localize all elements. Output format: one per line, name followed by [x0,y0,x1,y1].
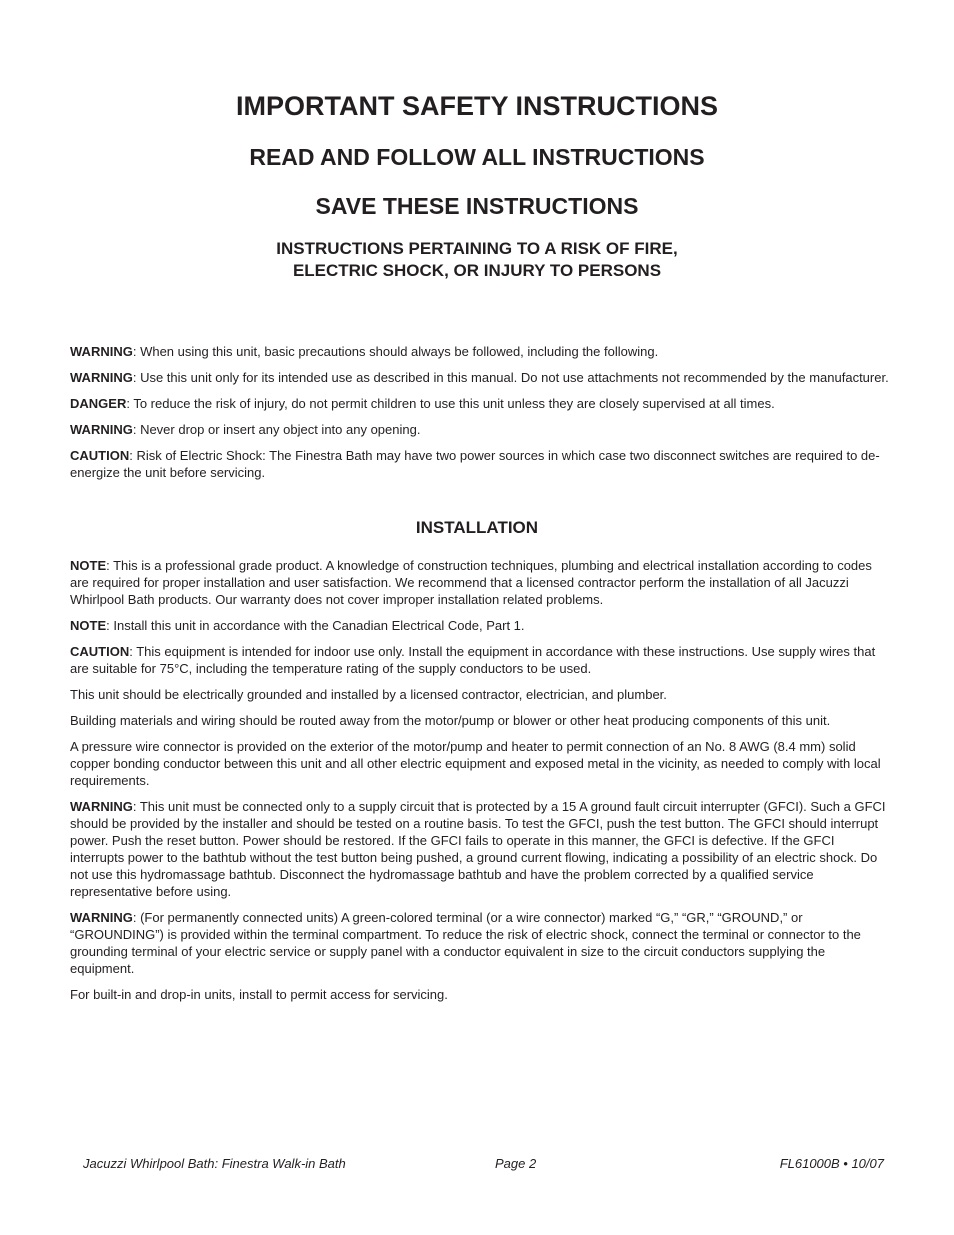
note-text: : This is a professional grade product. A knowledge of construction techniques, plumbing and electrical installation according to codes are required for proper installation and user satisfaction. We recommend that a licensed contractor perform the installation of all Jacuzzi Whirlpool Bath products. Our warranty does not cover improper installation related problems. [70,558,872,607]
note-label: NOTE [70,618,107,633]
bonding-paragraph [70,738,892,789]
warning-text: : Use this unit only for its intended use as described in this manual. Do not use attachments not recommended by the manufacturer. [132,370,889,385]
warnings-section [70,343,892,490]
warning-text: : When using this unit, basic precautions should always be followed, including the following. [132,344,659,359]
footer-page-number: Page 2 [495,1156,537,1171]
warning-text: : (For permanently connected units) A green-colored terminal (or a wire connector) marked “G,” “GR,” “GROUND,” or “GROUNDING”) is provided within the terminal compartment. To reduce the risk of electric shock, connect the terminal or connector to the grounding terminal of your electric service or supply panel with a conductor equivalent in size to the circuit conductors supplying the equipment. [70,910,861,976]
gfci-warning-paragraph [70,798,892,900]
warning-text: : This unit must be connected only to a supply circuit that is protected by a 15 A ground fault circuit interrupter (GFCI). Such a GFCI should be provided by the installer and should be tested on a routine basis. To test the GFCI, push the test button. The GFCI should interrupt power. Push the reset button. Power should be restored. If the GFCI fails to operate in this manner, the GFCI is defective. If the GFCI interrupts power to the bathtub without the test button being pushed, a ground current flowing, indicating a possibility of an electric shock. Do not use this hydromassage bathtub. Disconnect the hydromassage bathtub and have the problem corrected by a qualified service representative before using. [70,799,886,899]
risk-heading [0,238,954,282]
caution-paragraph [70,643,892,677]
caution-label: CAUTION [70,448,130,463]
warning-text: : Never drop or insert any object into any opening. [132,422,421,437]
paragraph-text: For built-in and drop-in units, install to permit access for servicing. [70,987,448,1002]
caution-label: CAUTION [70,644,130,659]
risk-heading-line-1: INSTRUCTIONS PERTAINING TO A RISK OF FIRE, [276,239,678,258]
note-label: NOTE [70,558,107,573]
paragraph-text: This unit should be electrically grounded and installed by a licensed contractor, electrician, and plumber. [70,687,667,702]
servicing-paragraph [70,986,892,1003]
page-title: IMPORTANT SAFETY INSTRUCTIONS [235,91,718,121]
installation-section [70,557,892,1012]
paragraph-text: A pressure wire connector is provided on the exterior of the motor/pump and heater to permit connection of an No. 8 AWG (8.4 mm) solid copper bonding conductor between this unit and all other electric equipment and exposed metal in the vicinity, as needed to comply with local requirements. [70,739,881,788]
routing-paragraph [70,712,892,729]
warning-label: WARNING [70,799,133,814]
danger-label: DANGER [70,396,127,411]
installation-heading: INSTALLATION [415,518,539,537]
grounding-paragraph [70,686,892,703]
note-text: : Install this unit in accordance with the Canadian Electrical Code, Part 1. [106,618,525,633]
note-paragraph [70,557,892,608]
warning-label: WARNING [70,344,133,359]
warning-paragraph [70,421,892,438]
save-instructions-heading: SAVE THESE INSTRUCTIONS [315,193,639,219]
warning-label: WARNING [70,370,133,385]
caution-paragraph [70,447,892,481]
caution-text: : Risk of Electric Shock: The Finestra Bath may have two power sources in which case two disconnect switches are required to de-energize the unit before servicing. [70,448,880,480]
note-paragraph [70,617,892,634]
warning-paragraph [70,369,892,386]
paragraph-text: Building materials and wiring should be routed away from the motor/pump or blower or other heat producing components of this unit. [70,713,831,728]
footer-product-name: Jacuzzi Whirlpool Bath: Finestra Walk-in Bath [83,1156,346,1171]
footer-document-code: FL61000B • 10/07 [779,1156,884,1171]
warning-paragraph [70,343,892,360]
risk-heading-line-2: ELECTRIC SHOCK, OR INJURY TO PERSONS [292,261,662,280]
read-follow-heading: READ AND FOLLOW ALL INSTRUCTIONS [249,144,705,170]
caution-text: : This equipment is intended for indoor use only. Install the equipment in accordance with these instructions. Use supply wires that are suitable for 75°C, including the temperature rating of the supply conductors to be used. [70,644,876,676]
warning-label: WARNING [70,910,133,925]
danger-text: : To reduce the risk of injury, do not permit children to use this unit unless they are closely supervised at all times. [126,396,775,411]
danger-paragraph [70,395,892,412]
terminal-warning-paragraph [70,909,892,977]
warning-label: WARNING [70,422,133,437]
